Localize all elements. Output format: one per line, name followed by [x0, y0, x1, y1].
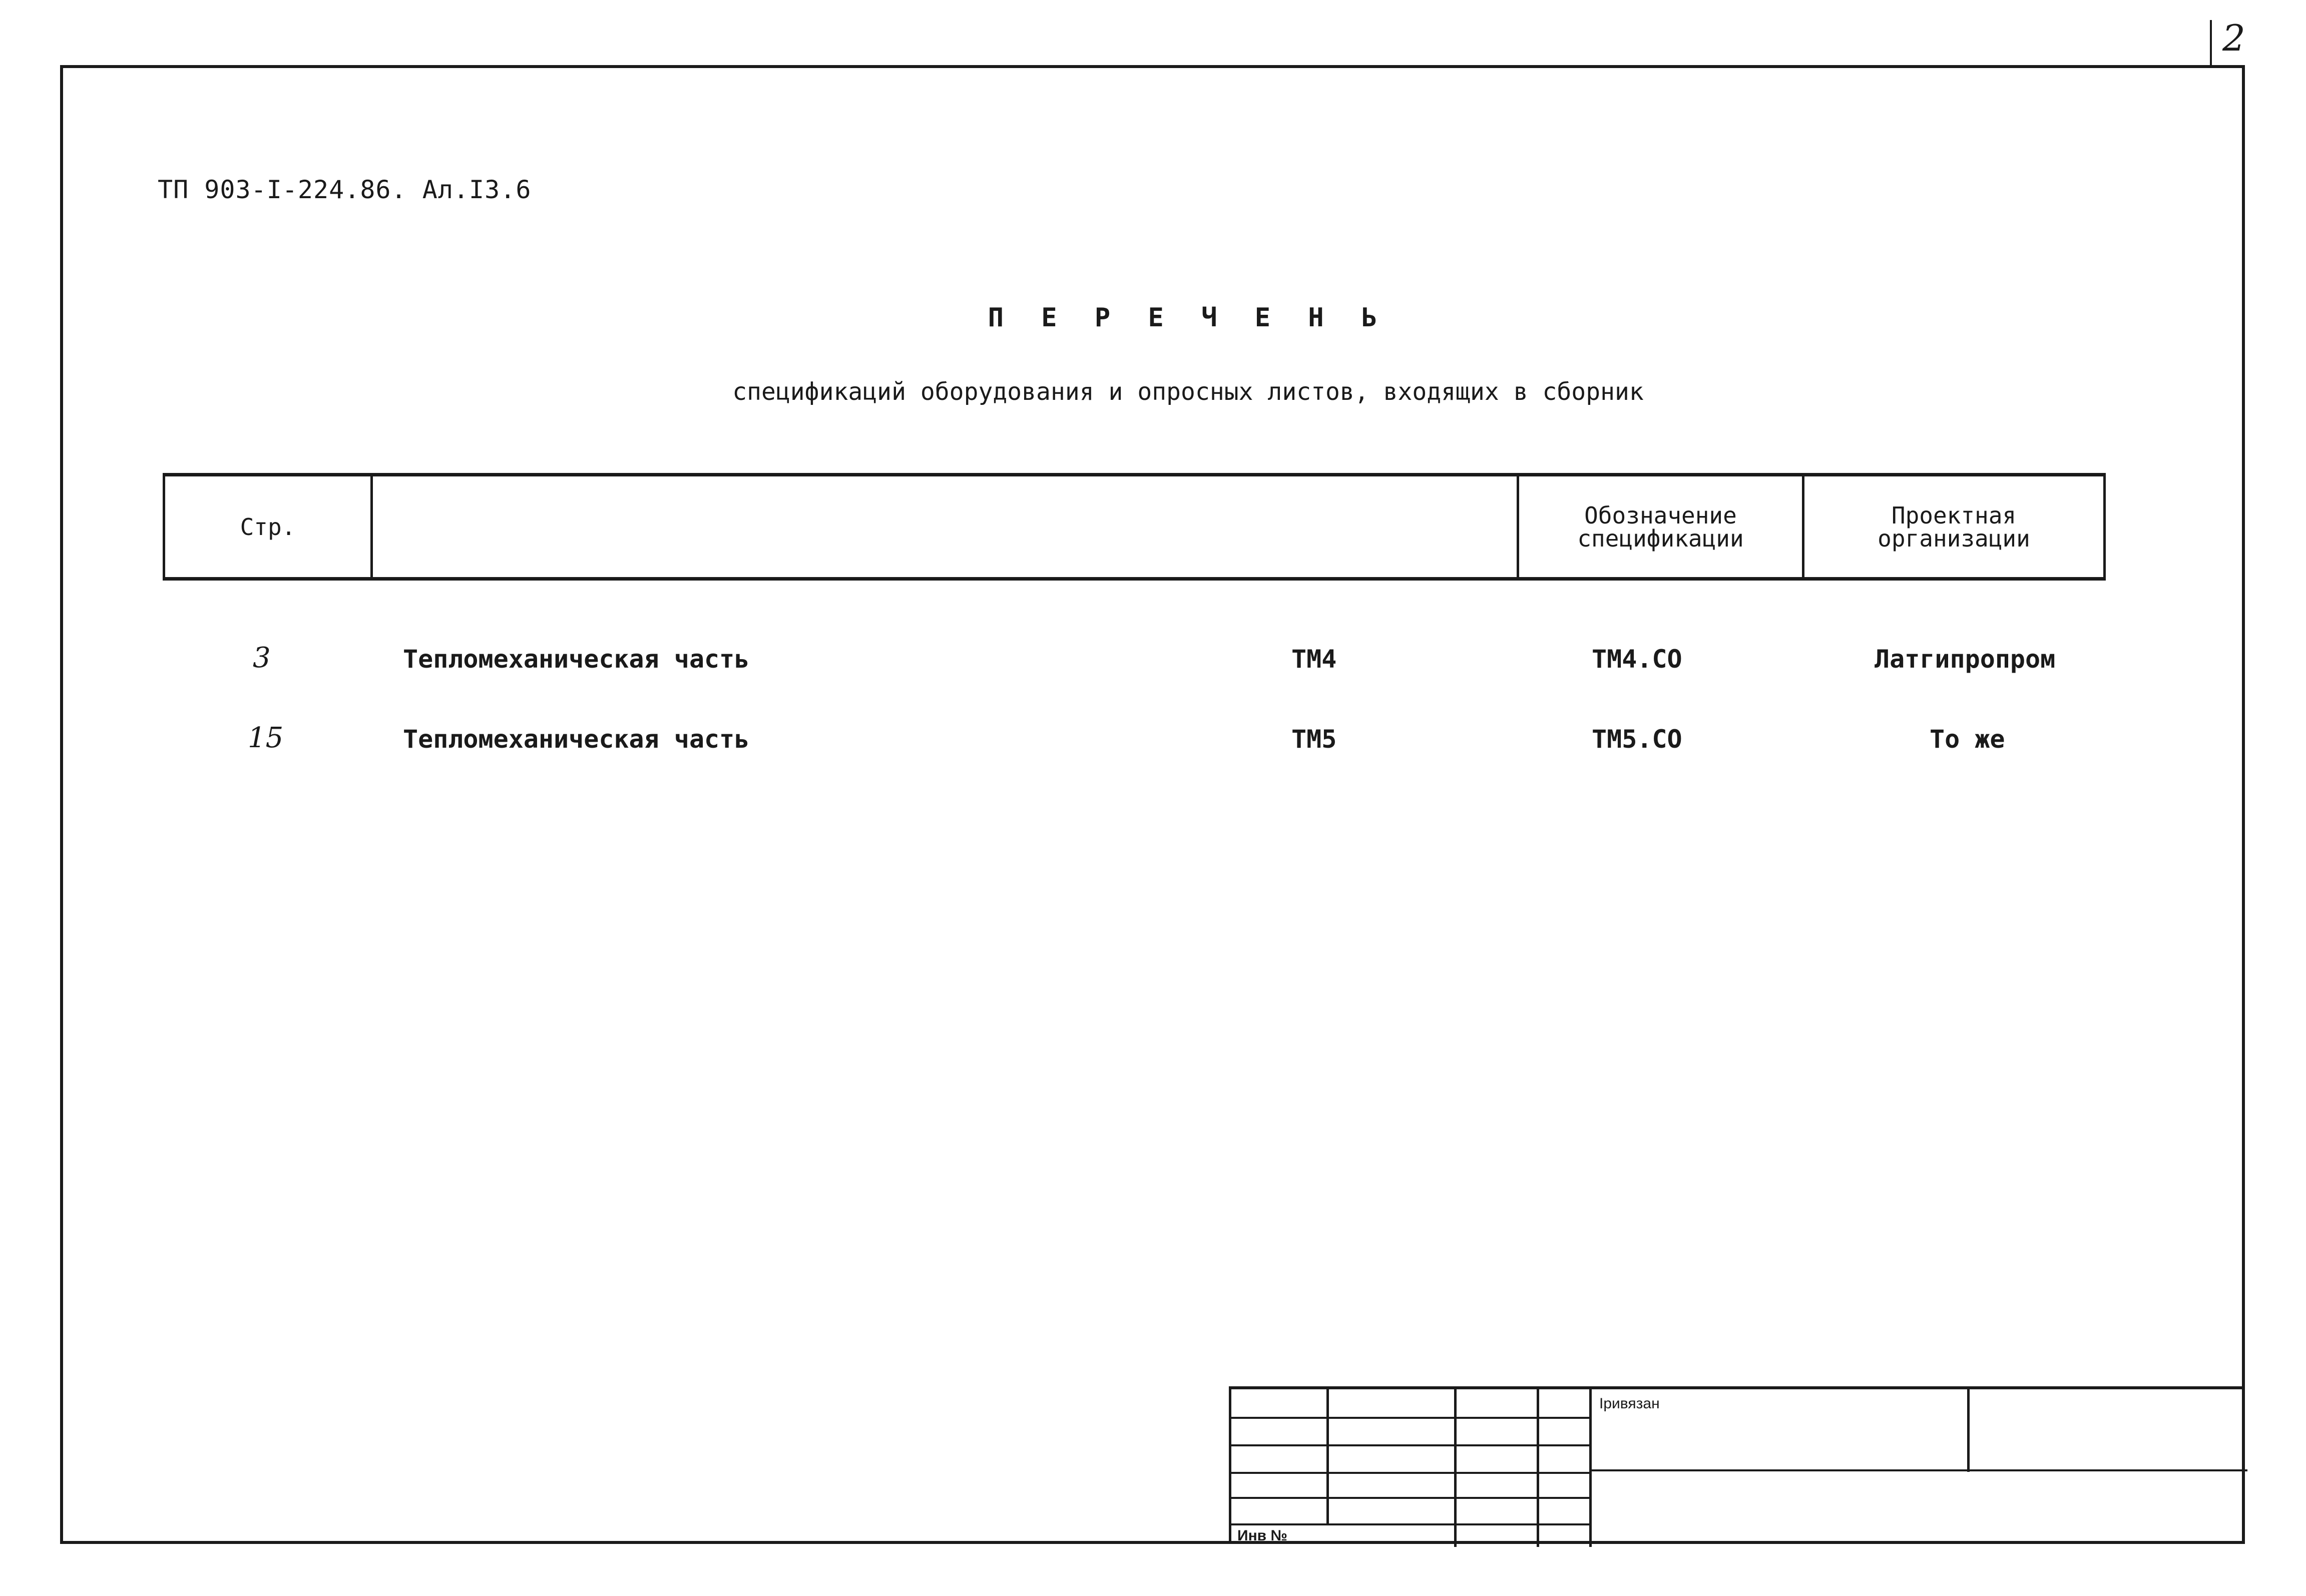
- stamp-line: [1231, 1444, 1589, 1446]
- stamp-line: [1326, 1389, 1329, 1524]
- stamp-inventory-label: Инв №: [1237, 1527, 1287, 1544]
- header-designation: Обозначение спецификации: [1577, 501, 1744, 552]
- row-2-page: 15: [248, 722, 284, 754]
- page-number: 2: [2222, 17, 2245, 59]
- row-1-designation: ТМ4.СО: [1592, 645, 1682, 674]
- header-page: Стр.: [240, 513, 296, 541]
- title-block-stamp: [1229, 1386, 2245, 1544]
- row-1-name: Тепломеханическая часть: [403, 645, 750, 674]
- row-2-mark: ТМ5: [1291, 725, 1337, 754]
- page-title: П Е Р Е Ч Е Н Ь: [988, 303, 1389, 333]
- stamp-privyazan-label: Iривязан: [1599, 1395, 1660, 1412]
- table-header: [163, 473, 2106, 581]
- row-2-name: Тепломеханическая часть: [403, 725, 750, 754]
- stamp-line: [1231, 1497, 1589, 1499]
- document-code: ТП 903-I-224.86. Ал.I3.6: [158, 175, 532, 204]
- stamp-line: [1589, 1469, 2247, 1471]
- stamp-line: [1967, 1389, 1970, 1472]
- stamp-line: [1231, 1417, 1589, 1419]
- row-1-page: 3: [253, 642, 271, 674]
- drawing-frame: [60, 65, 2245, 1544]
- stamp-line: [1231, 1523, 1589, 1525]
- page-number-mark: [2210, 20, 2212, 65]
- row-1-mark: ТМ4: [1291, 645, 1337, 674]
- row-2-designation: ТМ5.СО: [1592, 725, 1682, 754]
- header-name: [373, 476, 1679, 577]
- page-subtitle: спецификаций оборудования и опросных листов, входящих в сборник: [732, 378, 1644, 406]
- row-1-organization: Латгипропром: [1875, 645, 2056, 674]
- stamp-line: [1231, 1472, 1589, 1474]
- header-organization: Проектная организации: [1878, 501, 2030, 552]
- stamp-line: [1589, 1389, 1592, 1547]
- row-2-organization: То же: [1930, 725, 2005, 754]
